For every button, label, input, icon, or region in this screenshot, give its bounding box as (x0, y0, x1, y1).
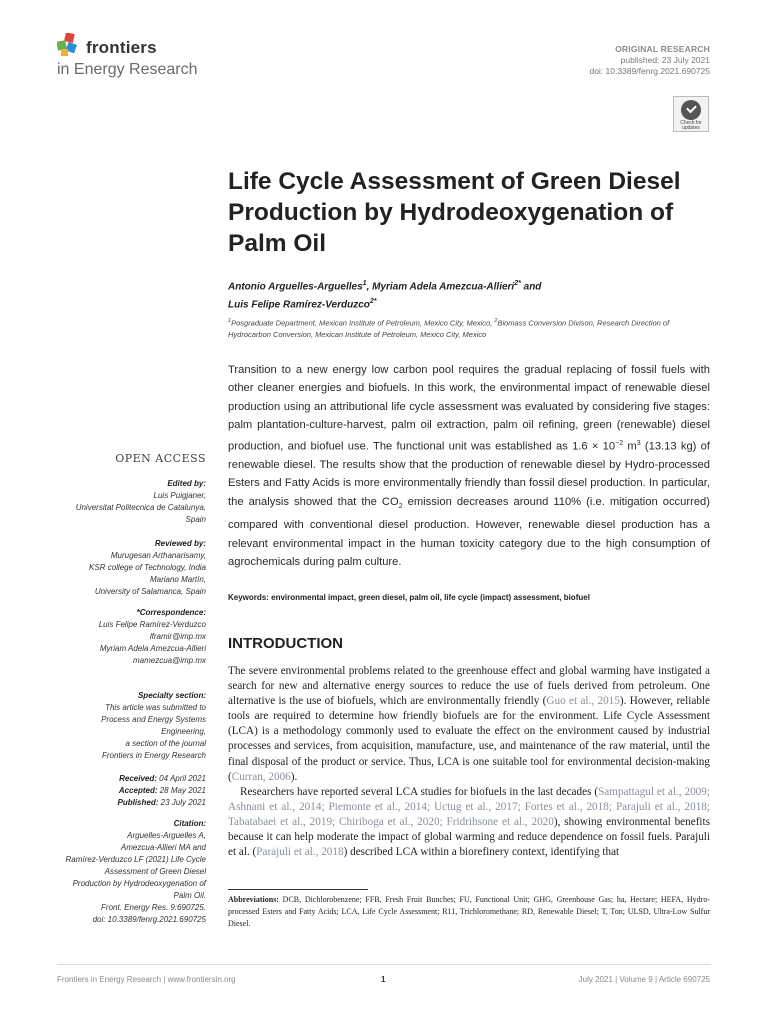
article-title: Life Cycle Assessment of Green Diesel Production by Hydrodeoxygenation of Palm Oil (228, 168, 681, 257)
journal-name[interactable]: in Energy Research (57, 61, 198, 78)
keywords: Keywords: environmental impact, green diesel, palm oil, life cycle (impact) assessment, biofuel (228, 593, 590, 602)
footer-divider (57, 964, 711, 965)
citation-link[interactable]: Guo et al., 2015 (546, 695, 620, 708)
email-link[interactable]: mamezcua@imp.mx (132, 656, 206, 665)
intro-paragraph-1: The severe environmental problems related to the greenhouse effect and global warming have instigated a search for new and alternative energy sources to reduce the use of fuels derived from petroleum. One alternative is the use of biofuels, which are environmentally friendly (Guo et al., 2015). However, reliable tools are required to determine how friendly biofuels are for the environment. Life Cycle Assessment (LCA) is a methodology commonly used to evaluate the effect on the environment caused by industrial processes and services, from acquisition, manufacture, use, and maintenance of the raw material, until the final disposal of the product or service. Thus, LCA is one suitable tool for environmental decision-making (Curran, 2006). (228, 665, 710, 783)
abbreviations: Abbreviations: DCB, Dichlorobenzene; FFB, Fresh Fruit Bunches; FU, Functional Unit; GHG, Greenhouse Gas; ha, Hectare; HEFA, Hydro-processed Esters and Fatty Acids; LCA, Life Cycle Assessment; R11, Trichloromethane; RD, Renewable Diesel; T, Ton; ULSD, Ultra-Low Sulfur Diesel. (228, 895, 710, 928)
reviewer-link[interactable]: Mariano Martín, (149, 575, 206, 584)
intro-paragraph-2: Researchers have reported several LCA studies for biofuels in the last decades (Sampattagul et al., 2009; Ashnani et al., 2014; Piemonte et al., 2014; Uctug et al., 2017; Fortes et al., 2018; Parajuli et al., 2018; Tabatabaei et al., 2019; Chiriboga et al., 2020; Fridrihsone et al., 2020), showing environmental benefits because it can help moderate the impact of global warming and reduce dependence on fossil fuels. Parajuli et al. (Parajuli et al., 2018) described LCA within a biorefinery context, identifying that (228, 786, 710, 859)
citation-doi-link[interactable]: doi: 10.3389/fenrg.2021.690725 (92, 915, 206, 924)
article-meta (589, 44, 710, 77)
check-for-updates-button[interactable]: Check for updates (673, 96, 709, 132)
footnote-divider (228, 889, 368, 890)
open-access-label: OPEN ACCESS (115, 452, 206, 465)
editor-info: Edited by: Luis Puigjaner, Universitat Politecnica de Catalunya, Spain (75, 479, 206, 524)
abstract: Transition to a new energy low carbon pool requires the gradual replacing of fossil fuels with other cleaner energies and biofuels. In this work, the environmental impact of renewable diesel production using an attributional life cycle assessment was evaluated by considering five stages: palm plantation-culture-harvest, palm oil extraction, palm oil refining, green (renewable) diesel production, and biofuel use. The functional unit was established as $1.6 \times 10^{-2}$ $m^3$ (13.13 kg) of renewable diesel. The results show that the production of renewable diesel by Hydro-processed Esters and Fatty Acids is more environmentally friendly than fossil diesel production. In particular, the analysis showed that the $CO_2$ emission decreases around 110% (i.e. mitigation occurred) compared with conventional diesel production. However, renewable diesel production has a relevant environmental impact in the human toxicity category due to the high consumption of agrochemicals during palm culture. (228, 364, 710, 569)
reviewer-link[interactable]: Murugesan Arthanarisamy, (110, 551, 206, 560)
reviewer-info: Reviewed by: Murugesan Arthanarisamy, KSR college of Technology, India Mariano Martín, University of Salamanca, Spain (89, 539, 206, 596)
published-date: published: 23 July 2021 (620, 55, 710, 65)
citation-link[interactable]: Parajuli et al., 2018 (256, 846, 344, 859)
dates: Received: 04 April 2021 Accepted: 28 May 2021 Published: 23 July 2021 (117, 774, 206, 807)
page-number: 1 (381, 975, 386, 984)
article-doi[interactable]: doi: 10.3389/fenrg.2021.690725 (589, 66, 710, 76)
affiliations: $^1$Posgraduate Department, Mexican Institute of Petroleum, Mexico City, Mexico, $^2$Biomass Conversion Divison, Research Direction of Hydrocarbon Conversion, Mexican Institute of Petroleum, Mexico City, Mexico (228, 318, 670, 339)
correspondence-info: *Correspondence: Luis Felipe Ramírez-Verduzco lframir@imp.mx Myriam Adela Amezcua-Allieri mamezcua@imp.mx (98, 608, 206, 665)
journal-logo-word[interactable]: frontiers (86, 38, 157, 57)
specialty-section: Specialty section: This article was submitted to Process and Energy Systems Engineering, a section of the journal Frontiers in Energy Research (101, 691, 206, 760)
citation-link[interactable]: Sampattagul et al., 2009; Ashnani et al., 2014; Piemonte et al., 2014; Uctug et al., 2017; Fortes et al., 2018; Parajuli et al., 2018; Tabatabaei et al., 2019; Chiriboga et al., 2020; Fridrihsone et al., 2020 (228, 786, 710, 829)
article-type: ORIGINAL RESEARCH (615, 44, 710, 54)
citation-link[interactable]: Curran, 2006 (231, 770, 291, 783)
footer-journal[interactable]: Frontiers in Energy Research | www.frontiersin.org (57, 975, 236, 984)
footer-volume: July 2021 | Volume 9 | Article 690725 (578, 975, 710, 984)
citation: Citation: Arguelles-Arguelles A, Amezcua-Allieri MA and Ramírez-Verduzco LF (2021) Life Cycle Assessment of Green Diesel Production by Hydrodeoxygenation of Palm Oil. Front. Energy Res. 9:690725. doi: 10.3389/fenrg.2021.690725 (65, 819, 206, 924)
author-link[interactable]: Myriam Adela Amezcua-Allieri (372, 281, 515, 293)
author-list: Antonio Arguelles-Arguelles$^1$, Myriam Adela Amezcua-Allieri$^{2*}$ and Luis Felipe Ramírez-Verduzco$^{2*}$ (228, 280, 542, 311)
email-link[interactable]: lframir@imp.mx (149, 632, 206, 641)
frontiers-logo-icon (57, 33, 81, 57)
check-icon (681, 100, 701, 120)
author-link[interactable]: Antonio Arguelles-Arguelles (228, 281, 363, 293)
author-link[interactable]: Luis Felipe Ramírez-Verduzco (228, 299, 370, 311)
editor-link[interactable]: Luis Puigjaner, (153, 491, 206, 500)
section-heading: INTRODUCTION (228, 635, 343, 652)
